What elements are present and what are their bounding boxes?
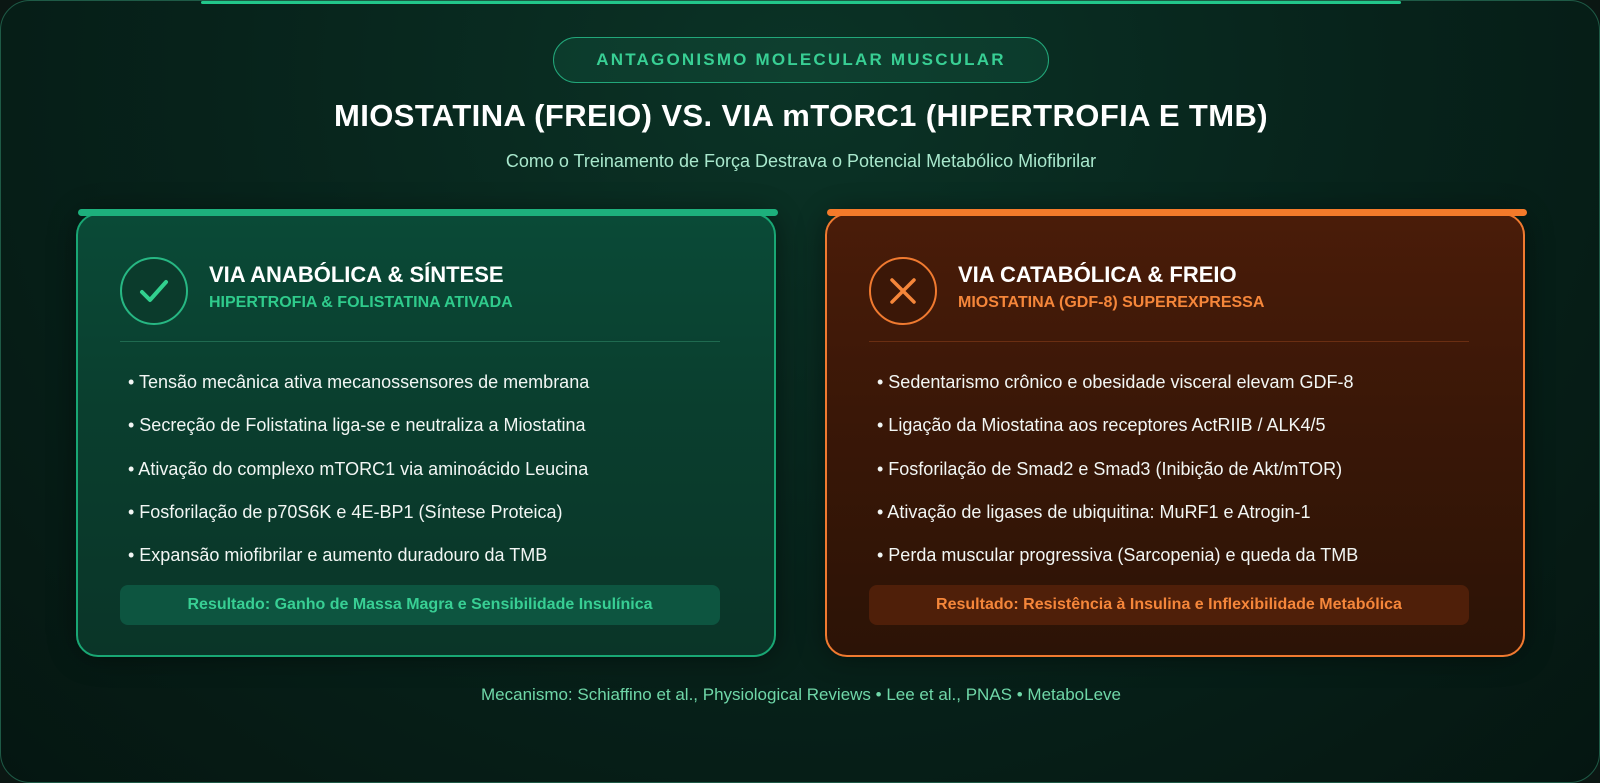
list-item: • Ativação de ligases de ubiquitina: MuRF1 e Atrogin-1 [877, 501, 1311, 522]
catabolic-subtitle: MIOSTATINA (GDF-8) SUPEREXPRESSA [958, 294, 1265, 311]
top-accent-bar [201, 1, 1401, 4]
anabolic-title: VIA ANABÓLICA & SÍNTESE [209, 262, 504, 287]
list-item: • Expansão miofibrilar e aumento duradouro da TMB [128, 545, 548, 566]
list-item: • Perda muscular progressiva (Sarcopenia) e queda da TMB [877, 545, 1359, 566]
list-item: • Fosforilação de Smad2 e Smad3 (Inibição de Akt/mTOR) [877, 458, 1343, 479]
list-item: • Ativação do complexo mTORC1 via aminoácido Leucina [128, 458, 589, 479]
anabolic-divider [120, 341, 720, 342]
catabolic-result: Resultado: Resistência à Insulina e Inflexibilidade Metabólica [869, 585, 1469, 625]
check-icon [120, 257, 188, 325]
anabolic-result: Resultado: Ganho de Massa Magra e Sensibilidade Insulínica [120, 585, 720, 625]
catabolic-steps-list [877, 370, 1497, 586]
list-item: • Secreção de Folistatina liga-se e neutraliza a Miostatina [128, 415, 586, 436]
footer-citation: Mecanismo: Schiaffino et al., Physiological Reviews • Lee et al., PNAS • MetaboLeve [481, 685, 1121, 704]
list-item: • Ligação da Miostatina aos receptores ActRIIB / ALK4/5 [877, 415, 1326, 436]
anabolic-card [76, 213, 776, 657]
page-title: MIOSTATINA (FREIO) VS. VIA mTORC1 (HIPERTROFIA E TMB) [334, 98, 1268, 133]
catabolic-card [825, 213, 1525, 657]
catabolic-title: VIA CATABÓLICA & FREIO [958, 262, 1237, 287]
catabolic-divider [869, 341, 1469, 342]
list-item: • Sedentarismo crônico e obesidade visceral elevam GDF-8 [877, 372, 1354, 392]
anabolic-card-accent-bar [78, 209, 778, 216]
x-icon [869, 257, 937, 325]
page-subtitle: Como o Treinamento de Força Destrava o Potencial Metabólico Miofibrilar [505, 151, 1097, 171]
list-item: • Fosforilação de p70S6K e 4E-BP1 (Síntese Proteica) [128, 501, 563, 522]
anabolic-subtitle: HIPERTROFIA & FOLISTATINA ATIVADA [209, 294, 513, 311]
anabolic-steps-list [128, 370, 748, 586]
catabolic-card-accent-bar [827, 209, 1527, 216]
header-badge: ANTAGONISMO MOLECULAR MUSCULAR [553, 37, 1049, 83]
list-item: • Tensão mecânica ativa mecanossensores de membrana [128, 372, 590, 392]
